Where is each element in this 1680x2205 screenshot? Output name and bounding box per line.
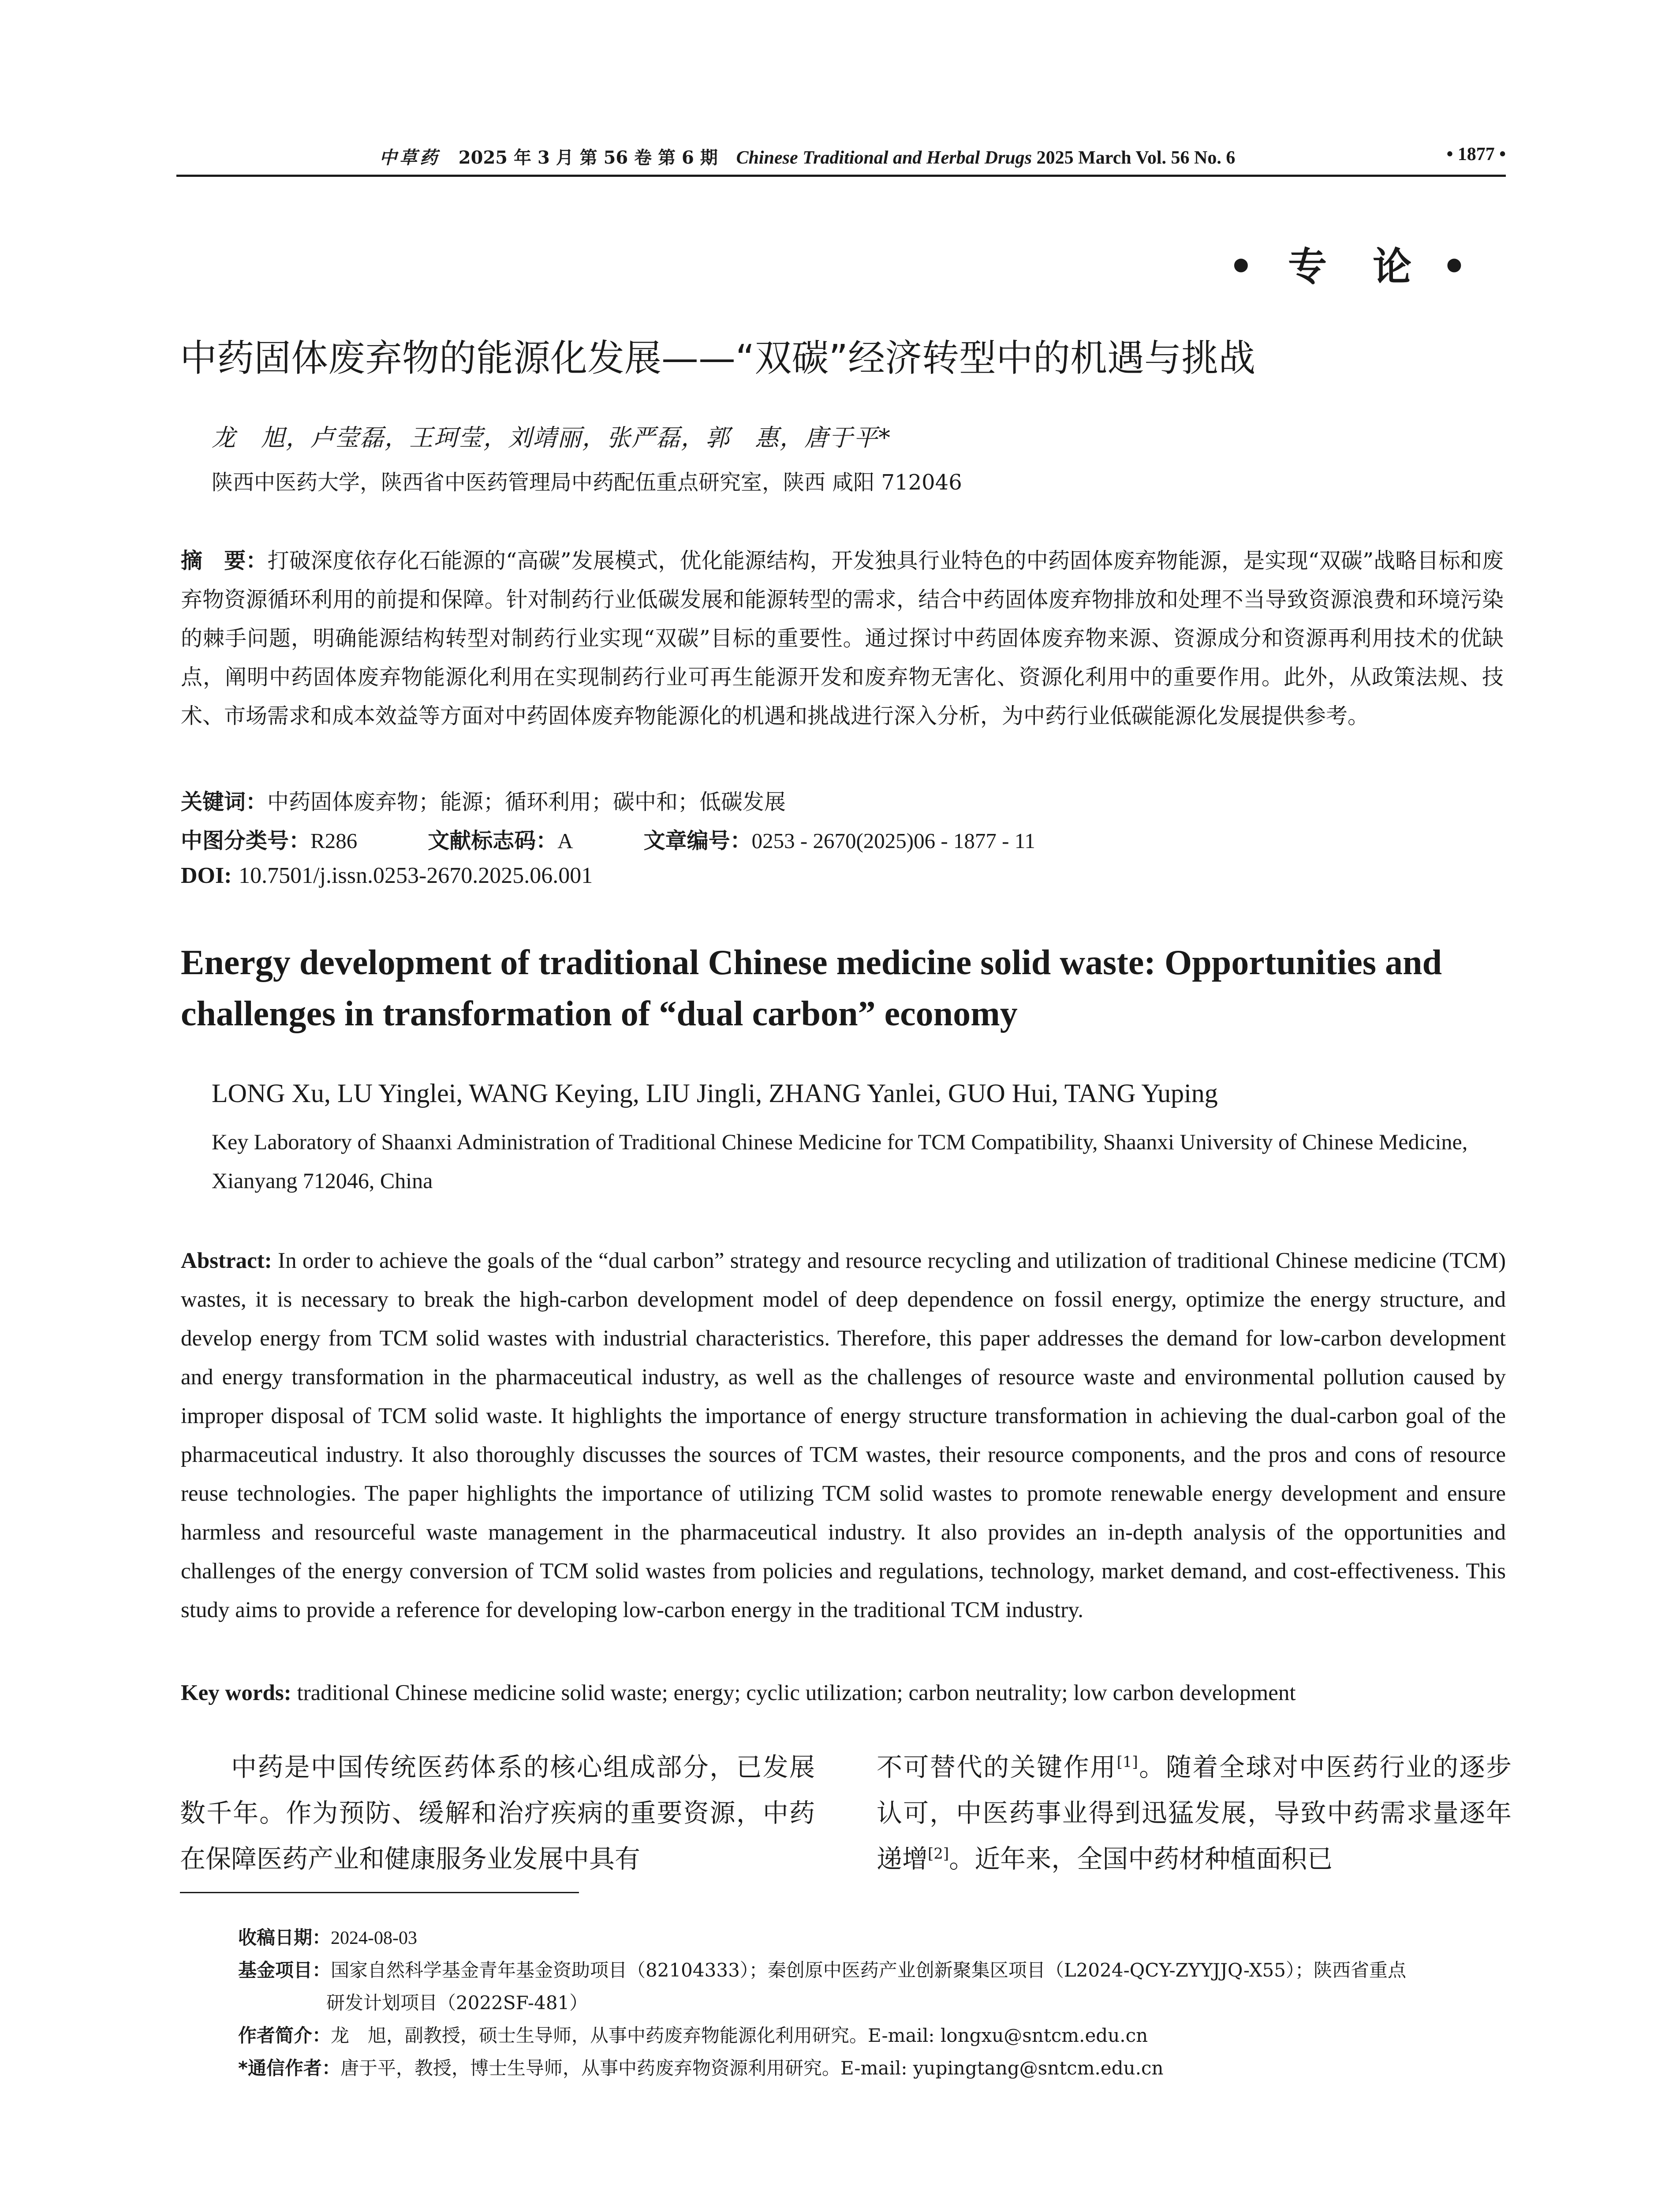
- abstract-cn: [181, 542, 1504, 736]
- classification-line: [181, 824, 1035, 855]
- abstract-en-text: In order to achieve the goals of the “dual carbon” strategy and resource recycling and utilization of traditional Chinese medicine (TCM) wastes, it is necessary to break the high-carbon development model of deep dependence on fossil energy, optimize the energy structure, and develop energy from TCM solid wastes with industrial characteristics. Therefore, this paper addresses the demand for low-carbon development and energy transformation in the pharmaceutical industry, as well as the challenges of resource waste and environmental pollution caused by improper disposal of TCM solid waste. It highlights the importance of energy structure transformation in achieving the dual-carbon goal of the pharmaceutical industry. It also thoroughly discusses the sources of TCM wastes, their resource components, and the pros and cons of resource reuse technologies. The paper highlights the importance of utilizing TCM solid wastes to promote renewable energy development and ensure harmless and resourceful waste management in the pharmaceutical industry. It also provides an in-depth analysis of the opportunities and challenges of the energy conversion of TCM solid wastes from policies and regulations, technology, market demand, and cost-effectiveness. This study aims to provide a reference for developing low-carbon energy in the traditional TCM industry.: [181, 1248, 1506, 1622]
- section-char-2: 论: [1373, 243, 1414, 289]
- affiliation-en: Key Laboratory of Shaanxi Administration of Traditional Chinese Medicine for TCM Compatibility, Shaanxi University of Chinese Medicine, Xianyang 712046, China: [212, 1129, 1468, 1193]
- abstract-cn-text: 打破深度依存化石能源的“高碳”发展模式，优化能源结构，开发独具行业特色的中药固体废弃物能源，是实现“双碳”战略目标和废弃物资源循环利用的前提和保障。针对制药行业低碳发展和能源转型的需求，结合中药固体废弃物排放和处理不当导致资源浪费和环境污染的棘手问题，明确能源结构转型对制药行业实现“双碳”目标的重要性。通过探讨中药固体废弃物来源、资源成分和资源再利用技术的优缺点，阐明中药固体废弃物能源化利用在实现制药行业可再生能源开发和废弃物无害化、资源化利用中的重要作用。此外，从政策法规、技术、市场需求和成本效益等方面对中药固体废弃物能源化的机遇和挑战进行深入分析，为中药行业低碳能源化发展提供参考。: [181, 548, 1504, 729]
- section-dot-right: •: [1441, 243, 1468, 289]
- page-number: • 1877 •: [1446, 144, 1506, 164]
- authors-cn: 龙 旭，卢莹磊，王珂莹，刘靖丽，张严磊，郭 惠，唐于平*: [212, 424, 891, 452]
- article-no-value: 0253 - 2670(2025)06 - 1877 - 11: [751, 829, 1035, 853]
- body-column-right: [877, 1744, 1512, 1882]
- footnote-author-bio: [238, 2019, 1148, 2052]
- doi-line: [181, 863, 593, 889]
- corresponding-label: *通信作者：: [238, 2057, 340, 2079]
- body-right-text-2: 。随着全球对中医药行业的逐步认可，中医药事业得到迅猛发展，导致中药需求量逐年递增: [877, 1752, 1512, 1874]
- clc-label: 中图分类号：: [181, 828, 311, 853]
- citation-ref-1[interactable]: [1]: [1116, 1753, 1138, 1771]
- article-no-label: 文章编号：: [643, 828, 752, 853]
- body-right-text-3: 。近年来，全国中药材种植面积已: [949, 1844, 1333, 1874]
- corresponding-text: 唐于平，教授，博士生导师，从事中药废弃物资源利用研究。E-mail: yupingtang@sntcm.edu.cn: [340, 2057, 1164, 2079]
- citation-ref-2[interactable]: [2]: [928, 1845, 949, 1863]
- doi-label: DOI:: [181, 863, 232, 888]
- abstract-en: [181, 1241, 1506, 1629]
- funding-text-1: 国家自然科学基金青年基金资助项目（82104333）；秦创原中医药产业创新聚集区项目（L2024-QCY-ZYYJJQ-X55）；陕西省重点: [331, 1959, 1406, 1981]
- article-title-en: Energy development of traditional Chinese medicine solid waste: Opportunities and challenges in transformation of “dual carbon” economy: [181, 943, 1442, 1033]
- issue-cn: 2025 年 3 月 第 56 卷 第 6 期: [458, 147, 718, 168]
- journal-name-cn: 中草药: [379, 147, 440, 168]
- author-bio-text: 龙 旭，副教授，硕士生导师，从事中药废弃物能源化利用研究。E-mail: longxu@sntcm.edu.cn: [331, 2025, 1148, 2046]
- body-column-left: 中药是中国传统医药体系的核心组成部分，已发展数千年。作为预防、缓解和治疗疾病的重要资源，中药在保障医药产业和健康服务业发展中具有: [180, 1752, 815, 1874]
- section-dot-left: •: [1228, 243, 1255, 289]
- author-bio-label: 作者简介：: [238, 2025, 331, 2046]
- keywords-cn: [181, 785, 786, 816]
- footnote-funding: [238, 1954, 1508, 2019]
- doi-value[interactable]: 10.7501/j.issn.0253-2670.2025.06.001: [239, 863, 593, 888]
- keywords-cn-text: 中药固体废弃物；能源；循环利用；碳中和；低碳发展: [267, 789, 786, 815]
- section-char-1: 专: [1288, 243, 1329, 289]
- footnote-divider: [180, 1892, 579, 1893]
- footnote-corresponding: [238, 2052, 1164, 2085]
- header-divider: [176, 175, 1506, 177]
- footnote-received: [238, 1921, 417, 1955]
- body-right-text-1: 不可替代的关键作用: [877, 1752, 1117, 1782]
- received-label: 收稿日期：: [238, 1927, 331, 1948]
- keywords-en-text: traditional Chinese medicine solid waste; energy; cyclic utilization; carbon neutrality; low carbon development: [297, 1681, 1296, 1705]
- section-label: [1228, 236, 1468, 292]
- clc-value: R286: [310, 829, 358, 853]
- funding-text-2: 研发计划项目（2022SF-481）: [326, 1992, 588, 2014]
- journal-name-en: Chinese Traditional and Herbal Drugs: [736, 148, 1032, 168]
- affiliation-cn: 陕西中医药大学，陕西省中医药管理局中药配伍重点研究室，陕西 咸阳 712046: [212, 470, 962, 495]
- keywords-en: [181, 1680, 1296, 1706]
- authors-en: LONG Xu, LU Yinglei, WANG Keying, LIU Jingli, ZHANG Yanlei, GUO Hui, TANG Yuping: [212, 1079, 1218, 1108]
- keywords-cn-label: 关键词：: [181, 789, 268, 815]
- funding-label: 基金项目：: [238, 1959, 331, 1981]
- received-date: 2024-08-03: [331, 1928, 417, 1948]
- article-title-cn: 中药固体废弃物的能源化发展——“双碳”经济转型中的机遇与挑战: [180, 336, 1256, 380]
- running-header: [379, 144, 1235, 169]
- issue-en: 2025 March Vol. 56 No. 6: [1036, 148, 1236, 168]
- keywords-en-label: Key words:: [181, 1681, 291, 1705]
- abstract-en-label: Abstract:: [181, 1248, 272, 1273]
- abstract-cn-label: 摘 要：: [181, 548, 268, 573]
- doc-code-label: 文献标志码：: [428, 828, 558, 853]
- doc-code-value: A: [557, 829, 573, 853]
